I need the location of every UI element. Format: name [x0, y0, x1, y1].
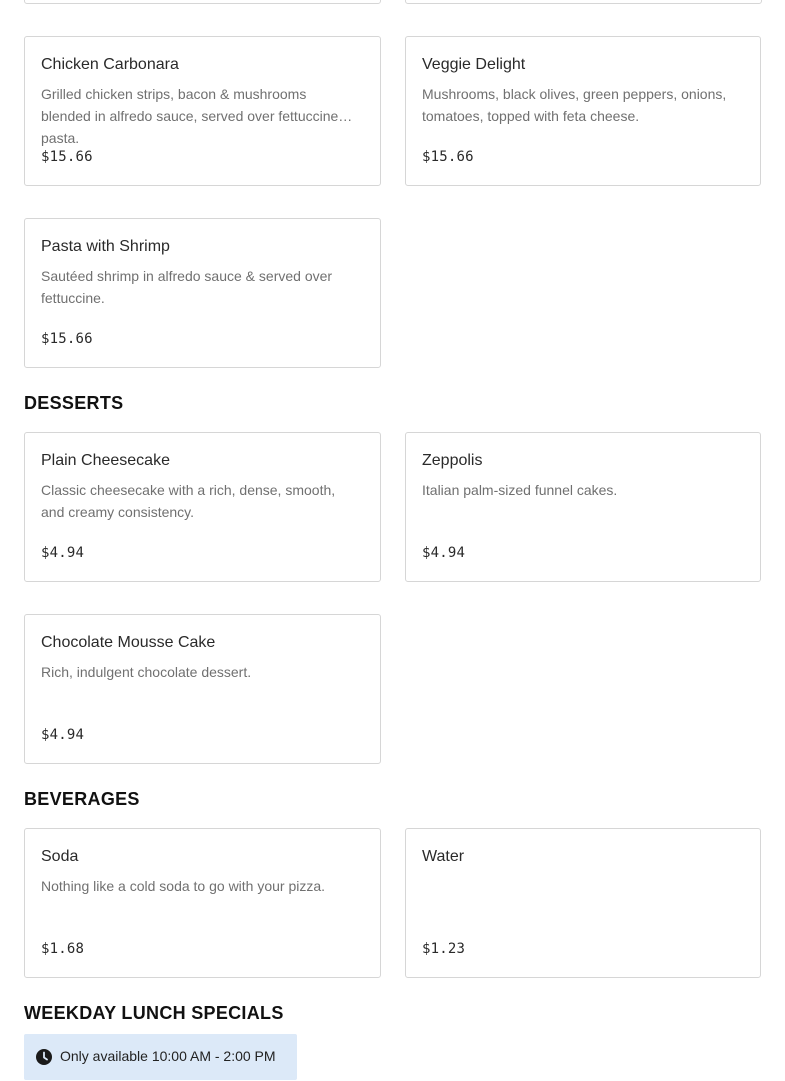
clock-icon [36, 1049, 52, 1065]
item-price: $1.68 [41, 941, 85, 957]
item-name: Veggie Delight [422, 56, 526, 73]
item-description: Sautéed shrimp in alfredo sauce & served over fettuccine. [41, 268, 333, 306]
section-title-desserts: DESSERTS [24, 393, 124, 413]
menu-item-chicken-carbonara[interactable] [24, 36, 381, 186]
item-price: $4.94 [41, 545, 85, 561]
item-name: Zeppolis [422, 452, 483, 469]
menu-item-soda[interactable] [24, 828, 381, 978]
availability-banner [24, 1034, 297, 1080]
item-price: $1.23 [422, 941, 466, 957]
item-name: Water [422, 848, 465, 865]
availability-text: Only available 10:00 AM - 2:00 PM [60, 1048, 276, 1064]
item-description: Grilled chicken strips, bacon & mushrooms blended in alfredo sauce, served over fettuccine pasta. [41, 86, 339, 146]
item-description: Rich, indulgent chocolate dessert. [41, 664, 252, 680]
item-price: $4.94 [41, 727, 85, 743]
menu-item-card[interactable] [24, 0, 381, 4]
item-name: Soda [41, 848, 79, 865]
menu-item-chocolate-mousse-cake[interactable] [24, 614, 381, 764]
item-description: Italian palm-sized funnel cakes. [422, 482, 618, 498]
item-name: Pasta with Shrimp [41, 238, 170, 255]
section-title-beverages: BEVERAGES [24, 789, 140, 809]
item-description: Nothing like a cold soda to go with your pizza. [41, 878, 326, 894]
item-name: Chicken Carbonara [41, 56, 179, 73]
menu-item-veggie-delight[interactable] [405, 36, 761, 186]
menu-item-card[interactable] [405, 0, 762, 4]
item-name: Chocolate Mousse Cake [41, 634, 216, 651]
item-name: Plain Cheesecake [41, 452, 170, 469]
item-price: $15.66 [41, 331, 93, 347]
item-price: $4.94 [422, 545, 466, 561]
section-title-weekday-lunch-specials: WEEKDAY LUNCH SPECIALS [24, 1003, 284, 1023]
menu-item-pasta-with-shrimp[interactable] [24, 218, 381, 368]
menu-item-water[interactable] [405, 828, 761, 978]
item-description: Mushrooms, black olives, green peppers, onions, tomatoes, topped with feta cheese. [422, 86, 727, 124]
menu-item-plain-cheesecake[interactable] [24, 432, 381, 582]
menu-item-zeppolis[interactable] [405, 432, 761, 582]
item-price: $15.66 [422, 149, 474, 165]
item-description: Classic cheesecake with a rich, dense, smooth, and creamy consistency. [41, 482, 336, 520]
item-price: $15.66 [41, 149, 93, 165]
